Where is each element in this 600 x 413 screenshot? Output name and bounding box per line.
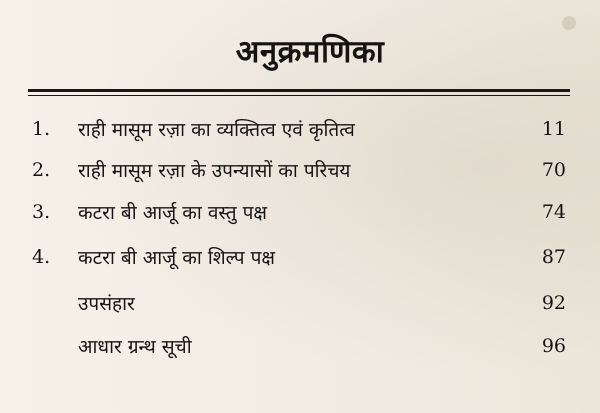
toc-entry-page: 74 (541, 201, 566, 223)
toc-entry-5 (28, 284, 570, 324)
toc-entry-2 (28, 151, 570, 191)
toc-entry-page: 96 (541, 335, 566, 357)
toc-entry-title: राही मासूम रज़ा का व्यक्तित्व एवं कृतित्व (78, 119, 355, 141)
toc-entry-title: आधार ग्रन्थ सूची (78, 336, 192, 358)
toc-entry-page: 87 (541, 246, 566, 268)
toc-entry-3 (28, 193, 570, 233)
toc-entry-title: कटरा बी आर्जू का वस्तु पक्ष (78, 202, 268, 224)
toc-entry-4 (28, 238, 570, 278)
toc-entry-number: 4. (32, 246, 51, 268)
toc-entry-title: उपसंहार (78, 293, 135, 315)
toc-entry-6 (28, 327, 570, 367)
toc-entry-page: 92 (541, 292, 566, 314)
toc-entry-page: 11 (541, 118, 566, 140)
toc-entry-number: 2. (32, 159, 51, 181)
toc-entry-page: 70 (541, 159, 566, 181)
toc-entry-number: 1. (32, 118, 51, 140)
toc-entry-1 (28, 110, 570, 150)
toc-entry-title: कटरा बी आर्जू का शिल्प पक्ष (78, 247, 276, 269)
page-title: अनुक्रमणिका (235, 34, 385, 70)
toc-entry-title: राही मासूम रज़ा के उपन्यासों का परिचय (78, 160, 351, 182)
toc-entry-number: 3. (32, 201, 51, 223)
